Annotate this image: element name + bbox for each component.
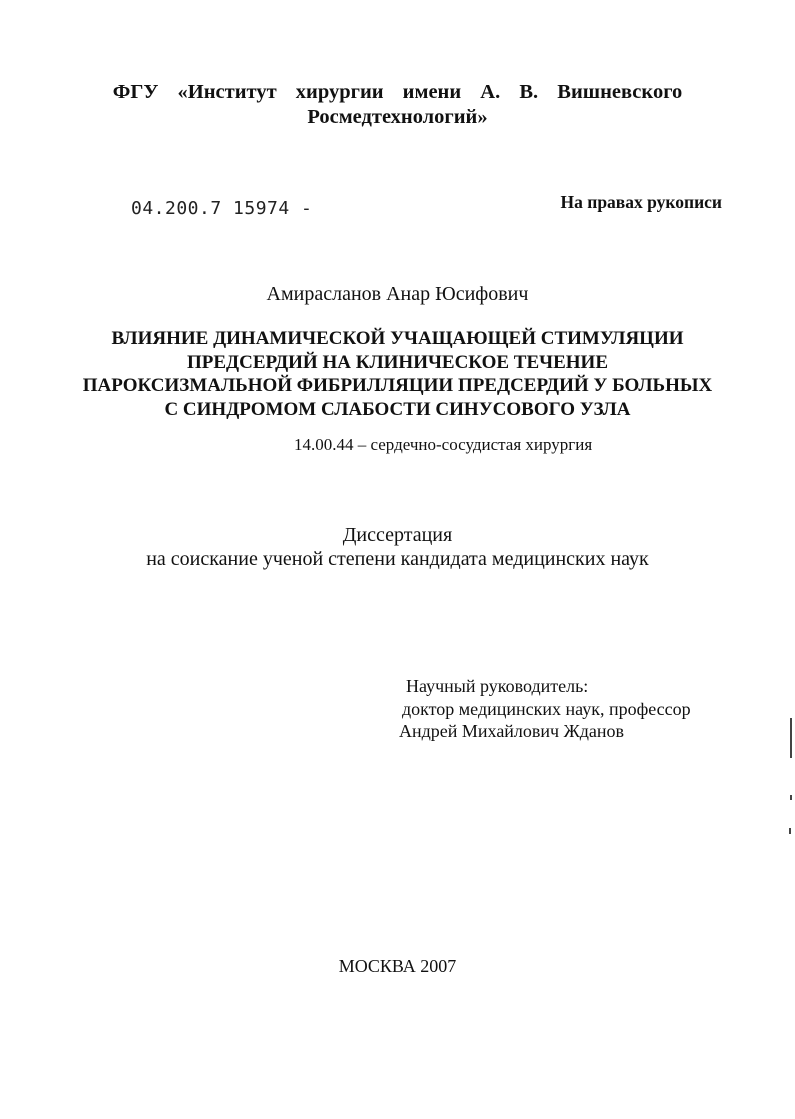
- author-name: Амирасланов Анар Юсифович: [266, 283, 529, 305]
- title-line: ПАРОКСИЗМАЛЬНОЙ ФИБРИЛЛЯЦИИ ПРЕДСЕРДИЙ У БОЛЬНЫХ: [82, 375, 713, 396]
- supervisor-degree: доктор медицинских наук, профессор: [402, 699, 691, 719]
- supervisor-label: Научный руководитель:: [406, 676, 589, 696]
- title-line: С СИНДРОМОМ СЛАБОСТИ СИНУСОВОГО УЗЛА: [164, 398, 631, 420]
- manuscript-rights: На правах рукописи: [560, 192, 722, 212]
- supervisor-name: Андрей Михайлович Жданов: [399, 721, 625, 741]
- scan-mark: [790, 795, 792, 800]
- city-year: МОСКВА 2007: [338, 956, 457, 976]
- specialty-code: 14.00.44 – сердечно-сосудистая хирургия: [294, 435, 593, 454]
- dissertation-label: Диссертация: [342, 524, 453, 546]
- institution-line-2: Росмедтехнологий»: [307, 106, 488, 128]
- scan-mark: [789, 828, 791, 834]
- institution-line-1: ФГУ «Институт хирургии имени А. В. Вишневского: [112, 81, 683, 103]
- dissertation-title: [0, 327, 795, 421]
- registration-number: 04.200.7 15974 -: [131, 198, 313, 219]
- title-line: ВЛИЯНИЕ ДИНАМИЧЕСКОЙ УЧАЩАЮЩЕЙ СТИМУЛЯЦИИ: [111, 328, 684, 349]
- scan-mark: [790, 718, 792, 758]
- degree-sought: на соискание ученой степени кандидата медицинских наук: [146, 548, 649, 570]
- title-line: ПРЕДСЕРДИЙ НА КЛИНИЧЕСКОЕ ТЕЧЕНИЕ: [186, 351, 609, 373]
